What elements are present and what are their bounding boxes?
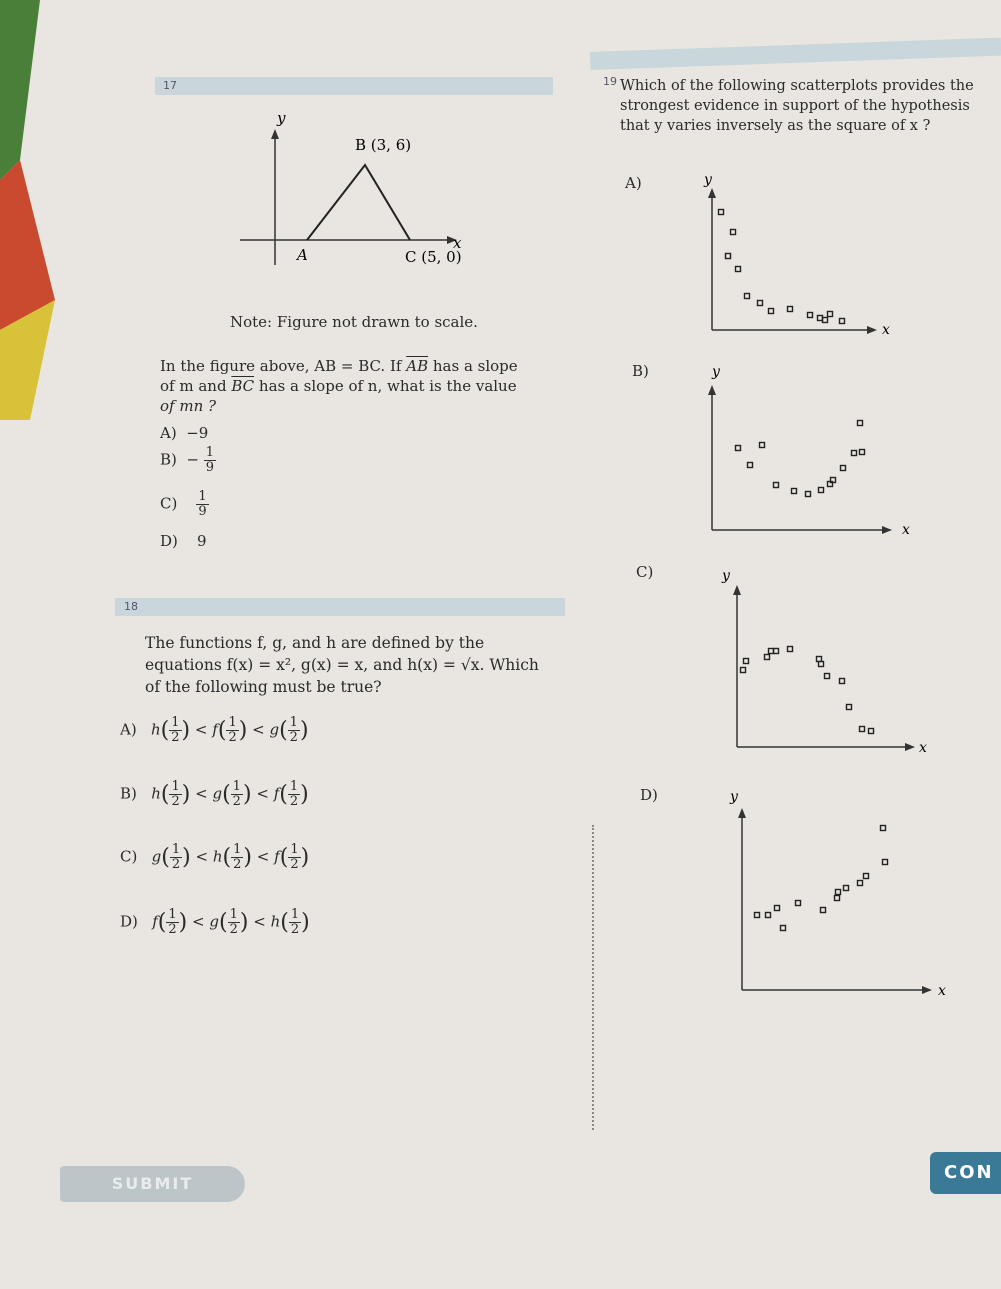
q19-number: 19 [603,75,617,88]
q19-choice-d-label[interactable]: D) [640,786,658,804]
scatter-point [755,913,760,918]
q17-triangle-figure [235,105,475,275]
q17-choice-c[interactable]: C) $\frac{1}{9}$ [160,489,207,519]
scatter-point [719,210,724,215]
q19-c-x-label: x [919,740,927,756]
scatter-point [744,659,749,664]
q18-choice-b[interactable]: B) h( $\frac{1}{2}$ ) < g( $\frac{1}{2}$ ) < f( $\frac{1}{2}$ ) [120,779,309,809]
q17-y-axis-label: y [277,109,286,127]
q19-b-y-label: y [712,364,720,380]
scatter-point [760,443,765,448]
scatter-point [736,267,741,272]
scatter-point [788,307,793,312]
scatter-point [819,488,824,493]
scatter-point [726,254,731,259]
scatter-point [792,489,797,494]
q17-choice-d[interactable]: D) 9 [160,532,207,550]
q19-a-y-label: y [704,172,712,188]
scatter-point [766,913,771,918]
q18-number: 18 [124,600,138,613]
scatter-point [818,316,823,321]
scatter-point [758,301,763,306]
q19-a-x-label: x [882,322,890,338]
q17-point-b: B (3, 6) [355,136,412,154]
q19-stem: Which of the following scatterplots provides the strongest evidence in support of the hypothesis that y varies inversely as the square of x ? [620,78,974,134]
edge-decoration [0,0,70,420]
scatter-point [852,451,857,456]
q19-scatter-b[interactable] [690,360,920,545]
scatter-point [825,674,830,679]
q19-choice-b-label[interactable]: B) [632,362,649,380]
scatter-point [823,318,828,323]
scatter-point [741,668,746,673]
scatter-point [835,896,840,901]
q19-scatter-a[interactable] [690,170,910,340]
scatter-point [840,319,845,324]
q18-choice-d[interactable]: D) f( $\frac{1}{2}$ ) < g( $\frac{1}{2}$ ) < h( $\frac{1}{2}$ ) [120,907,310,937]
q19-d-x-label: x [938,983,946,999]
scatter-point [796,901,801,906]
scatter-point [731,230,736,235]
q19-choice-c-label[interactable]: C) [636,563,654,581]
q19-b-x-label: x [902,522,910,538]
submit-button[interactable]: SUBMIT [60,1166,245,1202]
scatter-point [821,908,826,913]
scatter-point [748,463,753,468]
scatter-point [844,886,849,891]
scatter-point [808,313,813,318]
scatter-point [840,679,845,684]
q17-point-a: A [297,246,308,264]
q17-stem: In the figure above, AB = BC. If $\overline{AB}$ has a slope of m and $\overline{BC}$ has a slope of n, what is the value of mn ? [160,357,518,415]
q18-choice-a[interactable]: A) h( $\frac{1}{2}$ ) < f( $\frac{1}{2}$ ) < g( $\frac{1}{2}$ ) [120,715,309,745]
scatter-point [860,727,865,732]
scatter-point [736,446,741,451]
q19-header-bar [590,38,1001,70]
scatter-point [765,655,770,660]
scatter-point [775,906,780,911]
scatter-point [841,466,846,471]
scatter-point [869,729,874,734]
scatter-point [774,649,779,654]
scatter-point [774,483,779,488]
q18-choice-c[interactable]: C) g( $\frac{1}{2}$ ) < h( $\frac{1}{2}$ ) < f( $\frac{1}{2}$ ) [120,842,310,872]
scatter-point [781,926,786,931]
q17-figure-note: Note: Figure not drawn to scale. [230,313,478,331]
q17-point-c: C (5, 0) [405,248,462,266]
scatter-point [788,647,793,652]
q19-scatter-c[interactable] [715,562,945,762]
scatter-point [806,492,811,497]
continue-button[interactable]: CON [930,1152,1001,1194]
scatter-point [860,450,865,455]
scatter-point [769,649,774,654]
scatter-point [883,860,888,865]
q17-header-bar [155,77,553,95]
scatter-point [858,881,863,886]
scatter-point [858,421,863,426]
q19-c-y-label: y [722,568,730,584]
scatter-point [828,312,833,317]
q17-choice-a[interactable]: A) −9 [160,424,209,442]
q18-stem: The functions f, g, and h are defined by the equations f(x) = x², g(x) = x, and h(x) = √x. Which of the following must be true? [145,634,539,696]
scatter-point [819,662,824,667]
scatter-point [769,309,774,314]
q17-number: 17 [163,79,177,92]
column-divider [592,825,594,1130]
scatter-point [836,890,841,895]
scatter-point [817,657,822,662]
q19-d-y-label: y [730,789,738,805]
q19-scatter-d[interactable] [720,785,970,1000]
scatter-point [864,874,869,879]
scatter-point [881,826,886,831]
scatter-point [847,705,852,710]
q18-header-bar [115,598,565,616]
q17-x-axis-label: x [453,234,462,252]
q17-choice-b[interactable]: B) − $\frac{1}{9}$ [160,445,215,475]
q19-choice-a-label[interactable]: A) [625,174,642,192]
scatter-point [745,294,750,299]
